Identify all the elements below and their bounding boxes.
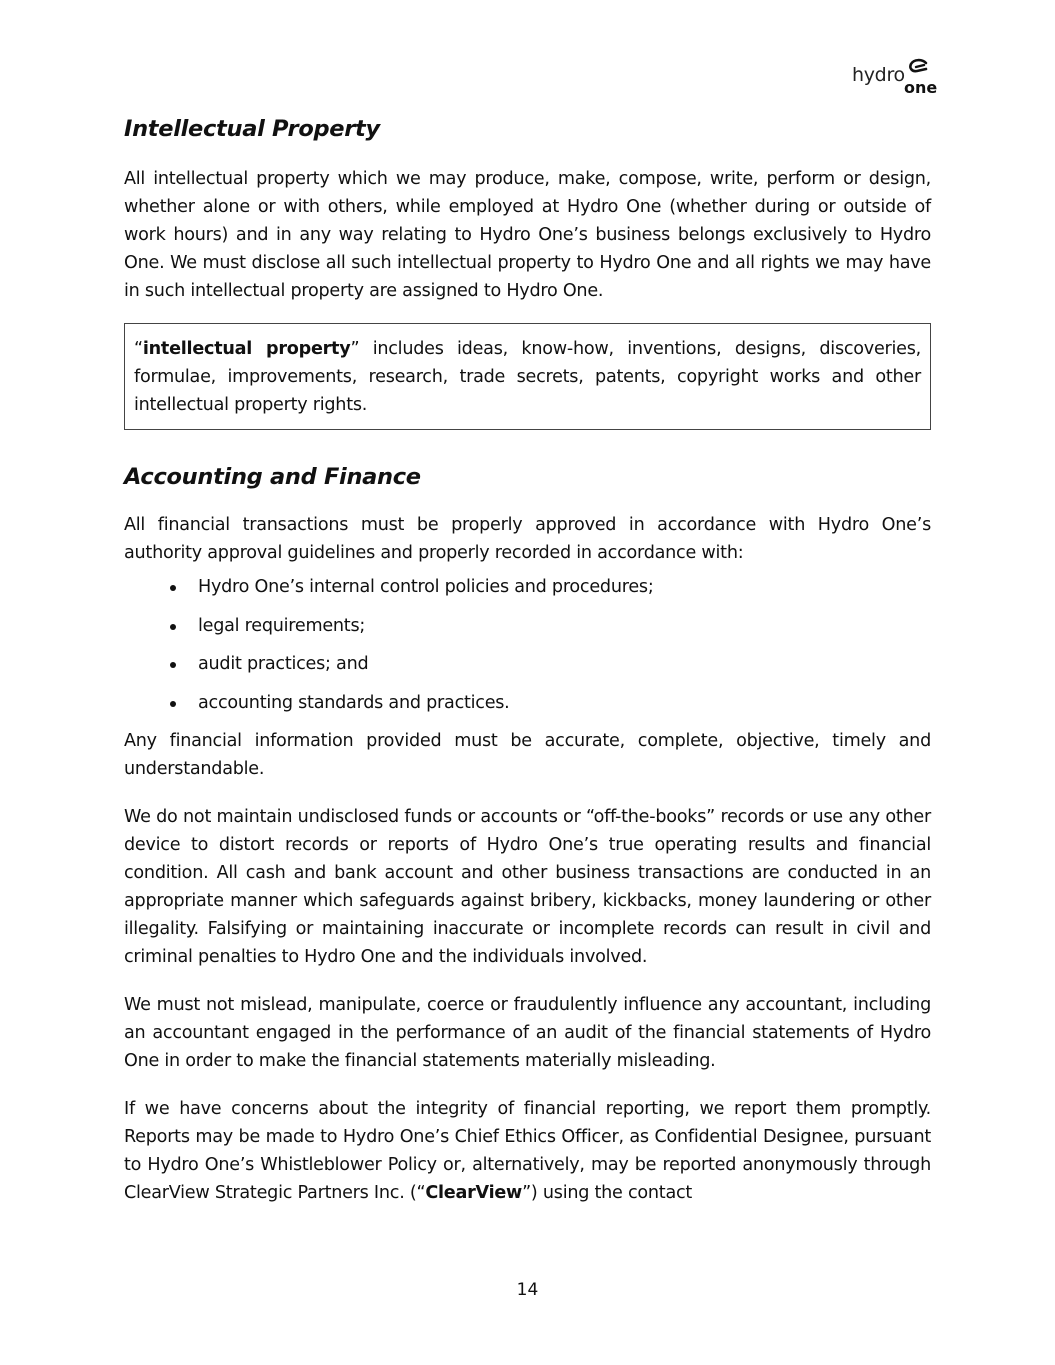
mislead-accountant-paragraph: We must not mislead, manipulate, coerce or fraudulently influence any accountant, including an accountant engaged in the performance of an audit of the financial statements of Hydro One in order to make the financial statements materially misleading.	[124, 995, 931, 1071]
list-item-text: legal requirements;	[198, 615, 366, 636]
financial-information-paragraph: Any financial information provided must be accurate, complete, objective, timely and understandable.	[124, 731, 931, 779]
list-item	[124, 573, 931, 601]
accounting-intro-paragraph: All financial transactions must be properly approved in accordance with Hydro One’s authority approval guidelines and properly recorded in accordance with:	[124, 515, 931, 563]
definition-body: ” includes ideas, know-how, inventions, designs, discoveries, formulae, improvements, research, trade secrets, patents, copyright works and other intellectual property rights.	[134, 339, 921, 415]
definition-open-quote: “	[134, 339, 143, 359]
section-title-accounting-finance: Accounting and Finance	[124, 464, 421, 490]
list-item	[124, 612, 931, 640]
reporting-text-after: ”) using the contact	[522, 1183, 693, 1203]
list-item-text: audit practices; and	[198, 654, 369, 674]
bullet-icon	[170, 624, 176, 630]
hydro-one-logo	[848, 58, 938, 100]
accounting-bullet-list	[124, 573, 931, 717]
section-title-intellectual-property: Intellectual Property	[124, 116, 380, 142]
hydro-one-swirl-icon	[906, 58, 930, 80]
bullet-icon	[170, 585, 176, 591]
clearview-term: ClearView	[425, 1183, 523, 1203]
logo-text-one: one	[904, 78, 938, 97]
definition-text	[134, 335, 921, 419]
document-body	[124, 112, 931, 1207]
bullet-icon	[170, 662, 176, 668]
logo-text-hydro: hydro	[852, 64, 905, 86]
bullet-icon	[170, 701, 176, 707]
undisclosed-funds-paragraph: We do not maintain undisclosed funds or accounts or “off-the-books” records or use any other device to distort records or reports of Hydro One’s true operating results and financial condition. All cash and bank account and other business transactions are conducted in an appropriate manner which safeguards against bribery, kickbacks, money laundering or other illegality. Falsifying or maintaining inaccurate or incomplete records can result in civil and criminal penalties to Hydro One and the individuals involved.	[124, 807, 931, 967]
definition-term: intellectual property	[142, 339, 351, 359]
reporting-concerns-paragraph	[124, 1095, 931, 1207]
page-number: 14	[516, 1280, 539, 1300]
reporting-text-before: If we have concerns about the integrity of financial reporting, we report them promptly. Reports may be made to Hydro One’s Chief Ethics Officer, as Confidential Designee, pursuant to Hydro One’s Whistleblower Policy or, alternatively, may be reported anonymously through ClearView Strategic Partners Inc. (“	[124, 1099, 931, 1203]
definition-box	[124, 323, 931, 430]
list-item	[124, 689, 931, 717]
list-item-text: Hydro One’s internal control policies and procedures;	[198, 577, 654, 597]
list-item-text: accounting standards and practices.	[198, 692, 510, 713]
intellectual-property-paragraph: All intellectual property which we may produce, make, compose, write, perform or design, whether alone or with others, while employed at Hydro One (whether during or outside of work hours) and in any way relating to Hydro One’s business belongs exclusively to Hydro One. We must disclose all such intellectual property to Hydro One and all rights we may have in such intellectual property are assigned to Hydro One.	[124, 169, 931, 301]
list-item	[124, 650, 931, 678]
